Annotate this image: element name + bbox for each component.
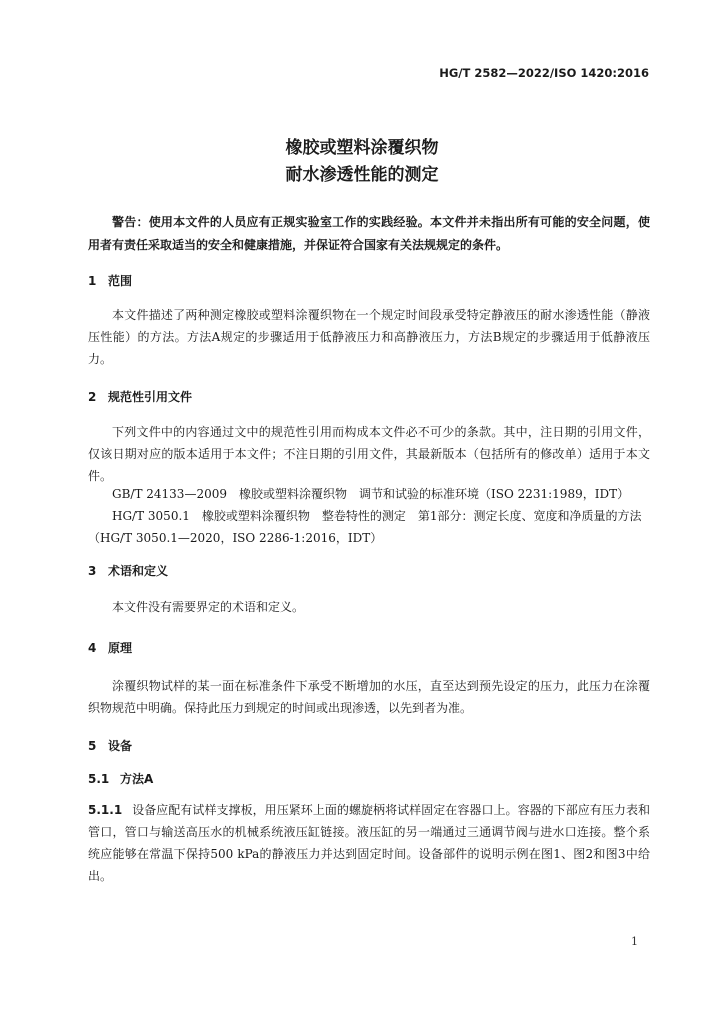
standard-code: HG/T 2582—2022/ISO 1420:2016 bbox=[439, 66, 649, 80]
section-number: 4 bbox=[88, 641, 97, 655]
section-title: 设备 bbox=[108, 739, 133, 753]
title-line-1: 橡胶或塑料涂覆织物 bbox=[285, 138, 439, 158]
section-number: 1 bbox=[88, 274, 97, 288]
section-1-heading bbox=[88, 272, 132, 289]
section-number: 5 bbox=[88, 739, 97, 753]
section-5-heading bbox=[88, 737, 132, 754]
section-5-1-heading bbox=[88, 770, 153, 787]
section-title: 术语和定义 bbox=[108, 564, 169, 578]
clause-number: 5.1.1 bbox=[88, 803, 123, 817]
section-2-heading bbox=[88, 388, 192, 405]
section-title: 范围 bbox=[108, 274, 133, 288]
normative-reference-1: GB/T 24133—2009 橡胶或塑料涂覆织物 调节和试验的标准环境（ISO 2231:1989，IDT） bbox=[112, 487, 630, 501]
section-3-text: 本文件没有需要界定的术语和定义。 bbox=[112, 600, 305, 614]
page-number: 1 bbox=[631, 935, 638, 948]
normative-reference-2: HG/T 3050.1 橡胶或塑料涂覆织物 整卷特性的测定 第1部分：测定长度、宽度和净质量的方法（HG/T 3050.1—2020，ISO 2286-1:2016，IDT） bbox=[88, 509, 642, 545]
warning-paragraph: 警告：使用本文件的人员应有正规实验室工作的实践经验。本文件并未指出所有可能的安全问题，使用者有责任采取适当的安全和健康措施，并保证符合国家有关法规规定的条件。 bbox=[88, 215, 650, 252]
section-title: 原理 bbox=[108, 641, 133, 655]
section-number: 5.1 bbox=[88, 772, 110, 786]
section-number: 3 bbox=[88, 564, 97, 578]
section-number: 2 bbox=[88, 390, 97, 404]
section-1-text: 本文件描述了两种测定橡胶或塑料涂覆织物在一个规定时间段承受特定静液压的耐水渗透性能（静液压性能）的方法。方法A规定的步骤适用于低静液压力和高静液压力，方法B规定的步骤适用于低静液压力。 bbox=[88, 308, 650, 366]
title-line-2: 耐水渗透性能的测定 bbox=[285, 165, 439, 185]
section-4-heading bbox=[88, 639, 132, 656]
section-5-1-1-paragraph bbox=[88, 799, 650, 887]
section-2-text: 下列文件中的内容通过文中的规范性引用而构成本文件必不可少的条款。其中，注日期的引用文件，仅该日期对应的版本适用于本文件；不注日期的引用文件，其最新版本（包括所有的修改单）适用于本文件。 bbox=[88, 425, 650, 483]
clause-text: 设备应配有试样支撑板，用压紧环上面的螺旋柄将试样固定在容器口上。容器的下部应有压力表和管口，管口与输送高压水的机械系统液压缸链接。液压缸的另一端通过三通调节阀与进水口连接。整个系统应能够在常温下保持500 kPa的静液压力并达到固定时间。设备部件的说明示例在图1、图2和图3中给出。 bbox=[88, 803, 650, 883]
section-4-text: 涂覆织物试样的某一面在标准条件下承受不断增加的水压，直至达到预先设定的压力，此压力在涂覆织物规范中明确。保持此压力到规定的时间或出现渗透，以先到者为准。 bbox=[88, 679, 650, 715]
section-title: 规范性引用文件 bbox=[108, 390, 193, 404]
section-3-heading bbox=[88, 562, 168, 579]
section-title: 方法A bbox=[120, 772, 154, 786]
